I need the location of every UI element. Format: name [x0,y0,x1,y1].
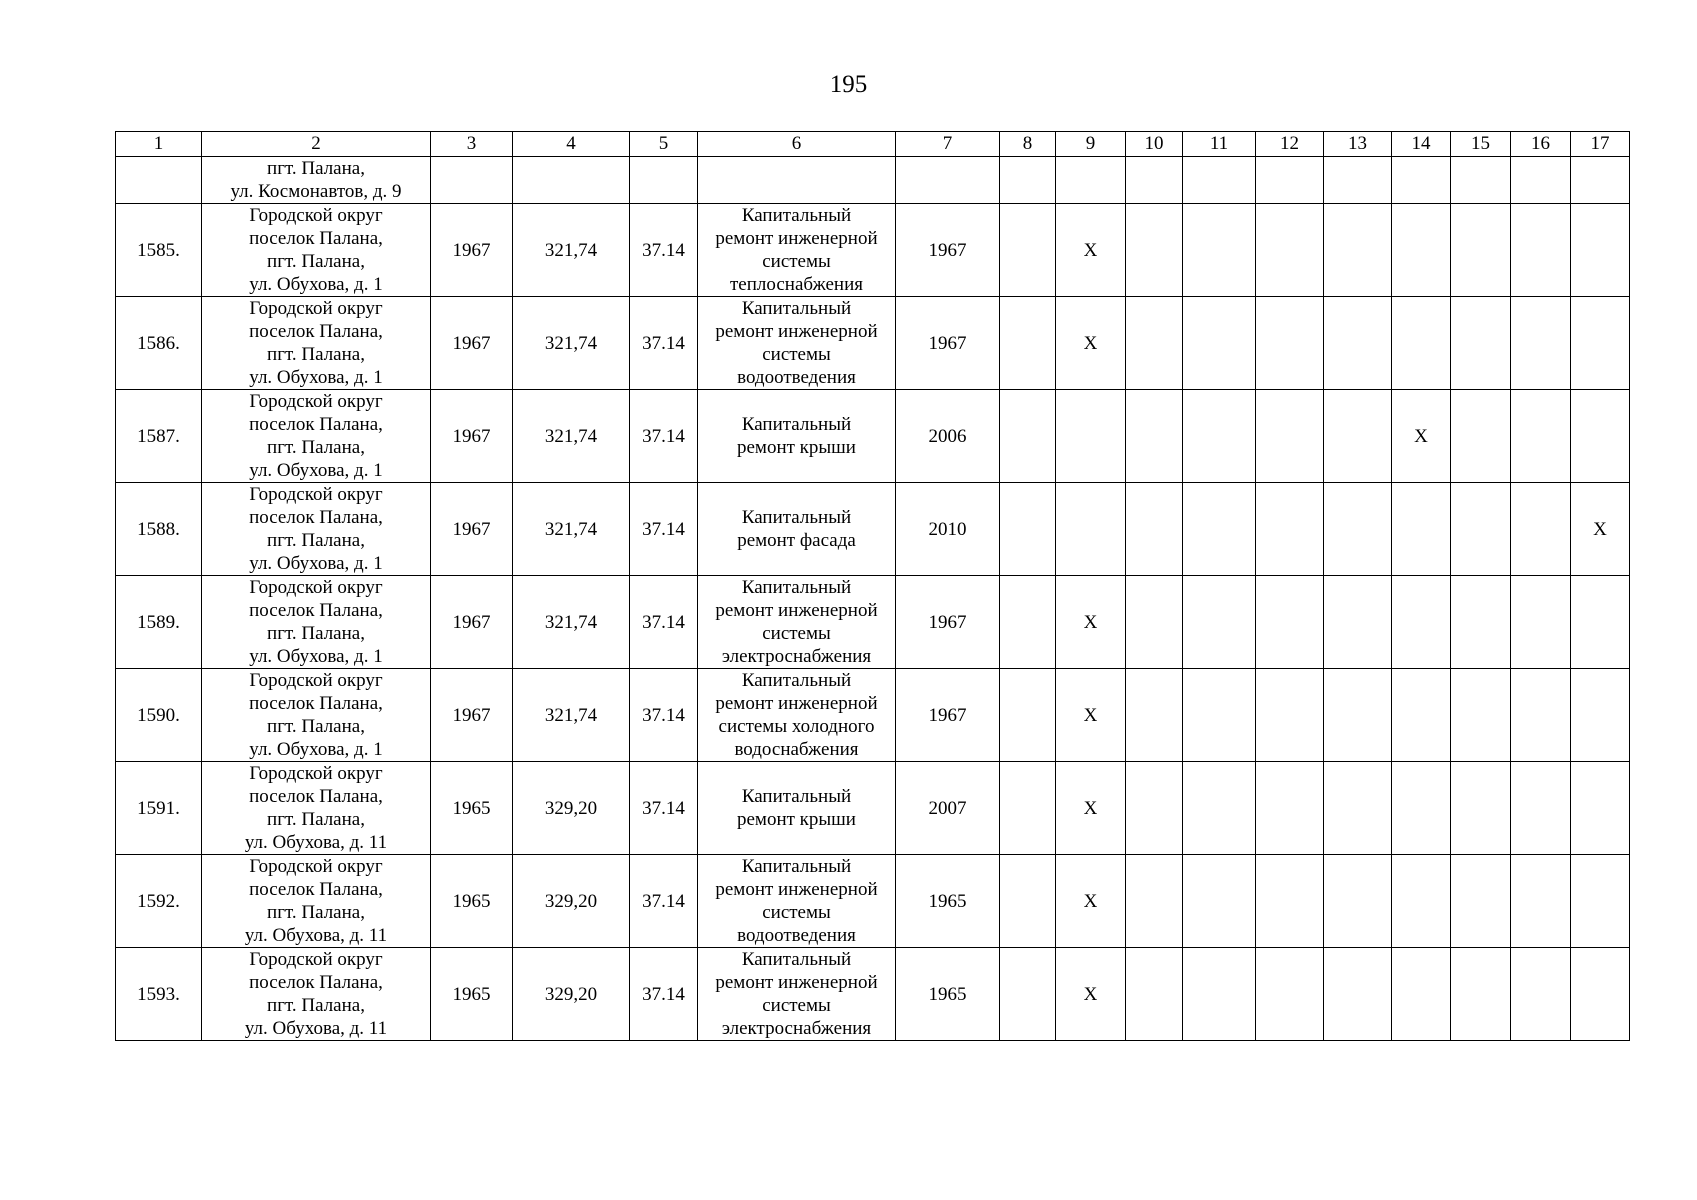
work-line: Капитальный [741,949,852,970]
cell-empty [1256,157,1324,204]
cell-code: 37.14 [630,762,698,855]
address-line: пгт. Палана, [267,158,365,179]
cell-year: 1967 [896,576,1000,669]
work-line: водоотведения [737,925,856,946]
cell-empty [1256,855,1324,948]
work-line: водоотведения [737,367,856,388]
work-line: электроснабжения [721,1018,872,1039]
address-line: поселок Палана, [249,693,383,714]
cell-empty [1000,855,1056,948]
cell-empty [1571,204,1630,297]
cell-empty [1183,576,1256,669]
cell-area: 329,20 [513,855,630,948]
address-line: пгт. Палана, [267,437,365,458]
cell-number: 1591. [116,762,202,855]
address-line: ул. Обухова, д. 1 [249,646,383,667]
cell-empty [1056,390,1126,483]
cell-address [202,390,431,483]
continuation-row [116,157,1630,204]
cell-empty [1392,948,1451,1041]
address-line: Городской округ [249,298,383,319]
cell-empty [1571,157,1630,204]
work-line: Капитальный [741,298,852,319]
column-header: 5 [630,132,698,157]
cell-empty [1451,390,1511,483]
cell-empty [1451,483,1511,576]
address-line: Городской округ [249,949,383,970]
cell-empty [1511,855,1571,948]
cell-empty [1000,762,1056,855]
cell-empty [1451,762,1511,855]
cell-year: 1967 [896,297,1000,390]
cell-empty [1451,855,1511,948]
cell-empty [630,157,698,204]
column-header: 2 [202,132,431,157]
cell-empty [1324,576,1392,669]
cell-number: 1592. [116,855,202,948]
cell-code: 37.14 [630,390,698,483]
cell-empty [1451,576,1511,669]
address-line: Городской округ [249,670,383,691]
cell-empty [1256,297,1324,390]
cell-year-built: 1967 [431,297,513,390]
cell-mark: X [1056,762,1126,855]
cell-number: 1593. [116,948,202,1041]
cell-empty [1571,390,1630,483]
cell-empty [1256,669,1324,762]
cell-empty [1571,297,1630,390]
cell-empty [1126,762,1183,855]
cell-empty [1256,483,1324,576]
cell-year-built: 1965 [431,948,513,1041]
address-line: поселок Палана, [249,228,383,249]
address-line: поселок Палана, [249,414,383,435]
address-line: поселок Палана, [249,786,383,807]
address-line: пгт. Палана, [267,716,365,737]
cell-work-type [698,762,896,855]
cell-address [202,855,431,948]
work-line: системы [762,902,831,923]
address-line: Городской округ [249,391,383,412]
cell-empty [1000,157,1056,204]
work-line: системы [762,251,831,272]
work-line: ремонт инженерной [715,600,878,621]
cell-number: 1586. [116,297,202,390]
work-line: Капитальный [741,856,852,877]
address-line: Городской округ [249,577,383,598]
address-line: пгт. Палана, [267,995,365,1016]
cell-empty [1256,204,1324,297]
cell-year: 2006 [896,390,1000,483]
address-line: поселок Палана, [249,600,383,621]
cell-empty [1000,483,1056,576]
address-line: пгт. Палана, [267,344,365,365]
cell-number: 1587. [116,390,202,483]
table-row [116,390,1630,483]
table-row [116,576,1630,669]
work-line: Капитальный [741,577,852,598]
cell-empty [1000,390,1056,483]
work-line: ремонт инженерной [715,228,878,249]
cell-address [202,576,431,669]
cell-year-built: 1967 [431,576,513,669]
cell-empty [1056,157,1126,204]
cell-empty [1126,576,1183,669]
cell-empty [1392,576,1451,669]
address-line: пгт. Палана, [267,902,365,923]
cell-empty [698,157,896,204]
column-header: 3 [431,132,513,157]
column-header: 7 [896,132,1000,157]
cell-code: 37.14 [630,576,698,669]
cell-number: 1590. [116,669,202,762]
cell-mark: X [1056,855,1126,948]
cell-empty [1511,157,1571,204]
column-header: 4 [513,132,630,157]
cell-mark: X [1056,204,1126,297]
cell-empty [896,157,1000,204]
work-line: ремонт инженерной [715,972,878,993]
address-line: ул. Обухова, д. 1 [249,739,383,760]
cell-empty [1451,669,1511,762]
cell-code: 37.14 [630,204,698,297]
address-line: пгт. Палана, [267,251,365,272]
cell-empty [1126,948,1183,1041]
table-body [116,157,1630,1041]
cell-address [202,762,431,855]
cell-area: 321,74 [513,297,630,390]
cell-empty [1183,483,1256,576]
work-line: системы [762,344,831,365]
cell-empty [1126,390,1183,483]
cell-work-type [698,204,896,297]
cell-mark: X [1056,948,1126,1041]
cell-number: 1585. [116,204,202,297]
cell-address [202,483,431,576]
cell-number: 1589. [116,576,202,669]
cell-empty [1324,855,1392,948]
cell-year-built: 1965 [431,855,513,948]
cell-empty [1511,297,1571,390]
column-header: 6 [698,132,896,157]
column-header: 1 [116,132,202,157]
address-line: пгт. Палана, [267,623,365,644]
cell-code: 37.14 [630,855,698,948]
cell-empty [513,157,630,204]
cell-empty [1183,297,1256,390]
cell-empty [1324,390,1392,483]
cell-empty [1511,390,1571,483]
cell-area: 329,20 [513,762,630,855]
cell-empty [431,157,513,204]
cell-address [202,204,431,297]
cell-empty [1571,855,1630,948]
cell-mark: X [1056,576,1126,669]
cell-empty [1324,483,1392,576]
work-line: ремонт инженерной [715,693,878,714]
cell-empty [1324,204,1392,297]
column-header: 13 [1324,132,1392,157]
cell-empty [1256,762,1324,855]
cell-empty [1392,483,1451,576]
column-number-row [116,132,1630,157]
address-line: Городской округ [249,484,383,505]
cell-empty [1511,762,1571,855]
cell-empty [1392,297,1451,390]
cell-empty [1256,390,1324,483]
address-line: поселок Палана, [249,507,383,528]
work-line: Капитальный [741,670,852,691]
work-line: Капитальный [741,414,852,435]
cell-empty [1126,157,1183,204]
cell-area: 321,74 [513,669,630,762]
cell-year: 1967 [896,204,1000,297]
cell-code: 37.14 [630,669,698,762]
cell-empty [1126,297,1183,390]
cell-work-type [698,669,896,762]
cell-empty [1000,576,1056,669]
address-line: поселок Палана, [249,972,383,993]
cell-area: 321,74 [513,390,630,483]
cell-work-type [698,390,896,483]
cell-empty [1183,669,1256,762]
cell-empty [1183,204,1256,297]
table-row [116,483,1630,576]
cell-work-type [698,576,896,669]
cell-empty [1571,762,1630,855]
cell-empty [1451,948,1511,1041]
cell-empty [1183,855,1256,948]
cell-empty [1392,669,1451,762]
cell-year-built: 1967 [431,204,513,297]
address-line: Городской округ [249,856,383,877]
cell-year-built: 1967 [431,669,513,762]
cell-mark: X [1571,483,1630,576]
cell-empty [1392,157,1451,204]
cell-empty [1324,669,1392,762]
cell-empty [1000,948,1056,1041]
work-line: ремонт инженерной [715,879,878,900]
cell-code: 37.14 [630,948,698,1041]
cell-empty [1451,204,1511,297]
page-number: 195 [829,71,868,98]
column-header: 17 [1571,132,1630,157]
column-header: 14 [1392,132,1451,157]
cell-empty [1183,390,1256,483]
cell-work-type [698,948,896,1041]
cell-area: 321,74 [513,483,630,576]
cell-empty [1392,204,1451,297]
cell-empty [1000,204,1056,297]
work-line: системы [762,623,831,644]
cell-empty [1000,669,1056,762]
address-line: Городской округ [249,763,383,784]
column-header: 11 [1183,132,1256,157]
cell-empty [1571,669,1630,762]
register-table [115,131,1630,1041]
cell-year-built: 1967 [431,390,513,483]
work-line: ремонт крыши [737,437,856,458]
table-row [116,297,1630,390]
table-row [116,948,1630,1041]
address-line: Городской округ [249,205,383,226]
cell-work-type [698,297,896,390]
address-line: поселок Палана, [249,321,383,342]
cell-address [202,948,431,1041]
cell-number [116,157,202,204]
cell-work-type [698,483,896,576]
address-line: ул. Обухова, д. 11 [244,1018,388,1039]
cell-year: 1967 [896,669,1000,762]
column-header: 10 [1126,132,1183,157]
cell-empty [1324,948,1392,1041]
cell-empty [1511,576,1571,669]
cell-code: 37.14 [630,297,698,390]
cell-address [202,297,431,390]
address-line: пгт. Палана, [267,530,365,551]
address-line: поселок Палана, [249,879,383,900]
cell-empty [1000,297,1056,390]
cell-empty [1324,297,1392,390]
address-line: ул. Обухова, д. 11 [244,832,388,853]
address-line: ул. Обухова, д. 11 [244,925,388,946]
column-header: 16 [1511,132,1571,157]
work-line: ремонт инженерной [715,321,878,342]
cell-number: 1588. [116,483,202,576]
cell-empty [1256,576,1324,669]
cell-empty [1183,948,1256,1041]
cell-work-type [698,855,896,948]
cell-empty [1571,576,1630,669]
cell-empty [1511,483,1571,576]
cell-empty [1056,483,1126,576]
work-line: ремонт крыши [737,809,856,830]
cell-year: 2010 [896,483,1000,576]
work-line: Капитальный [741,507,852,528]
address-line: ул. Обухова, д. 1 [249,274,383,295]
cell-year: 1965 [896,948,1000,1041]
cell-code: 37.14 [630,483,698,576]
table-row [116,204,1630,297]
cell-empty [1126,483,1183,576]
cell-empty [1392,762,1451,855]
cell-year-built: 1965 [431,762,513,855]
work-line: системы холодного [718,716,875,737]
work-line: электроснабжения [721,646,872,667]
column-header: 9 [1056,132,1126,157]
work-line: Капитальный [741,786,852,807]
cell-empty [1183,762,1256,855]
cell-year-built: 1967 [431,483,513,576]
work-line: ремонт фасада [737,530,856,551]
cell-empty [1511,669,1571,762]
cell-empty [1324,157,1392,204]
cell-empty [1183,157,1256,204]
cell-mark: X [1392,390,1451,483]
address-line: ул. Обухова, д. 1 [249,460,383,481]
column-header: 12 [1256,132,1324,157]
cell-area: 329,20 [513,948,630,1041]
cell-empty [1126,204,1183,297]
address-line: ул. Космонавтов, д. 9 [230,181,402,202]
cell-address [202,157,431,204]
table-row [116,762,1630,855]
cell-empty [1126,669,1183,762]
cell-address [202,669,431,762]
cell-empty [1511,948,1571,1041]
column-header: 8 [1000,132,1056,157]
cell-empty [1451,297,1511,390]
table-row [116,855,1630,948]
column-header: 15 [1451,132,1511,157]
cell-empty [1511,204,1571,297]
cell-empty [1571,948,1630,1041]
work-line: водоснабжения [734,739,859,760]
work-line: системы [762,995,831,1016]
cell-empty [1451,157,1511,204]
cell-empty [1324,762,1392,855]
cell-area: 321,74 [513,204,630,297]
address-line: ул. Обухова, д. 1 [249,367,383,388]
work-line: теплоснабжения [730,274,863,295]
cell-year: 2007 [896,762,1000,855]
work-line: Капитальный [741,205,852,226]
address-line: пгт. Палана, [267,809,365,830]
cell-empty [1126,855,1183,948]
cell-mark: X [1056,669,1126,762]
cell-mark: X [1056,297,1126,390]
cell-empty [1392,855,1451,948]
cell-area: 321,74 [513,576,630,669]
table-row [116,669,1630,762]
address-line: ул. Обухова, д. 1 [249,553,383,574]
cell-year: 1965 [896,855,1000,948]
cell-empty [1256,948,1324,1041]
